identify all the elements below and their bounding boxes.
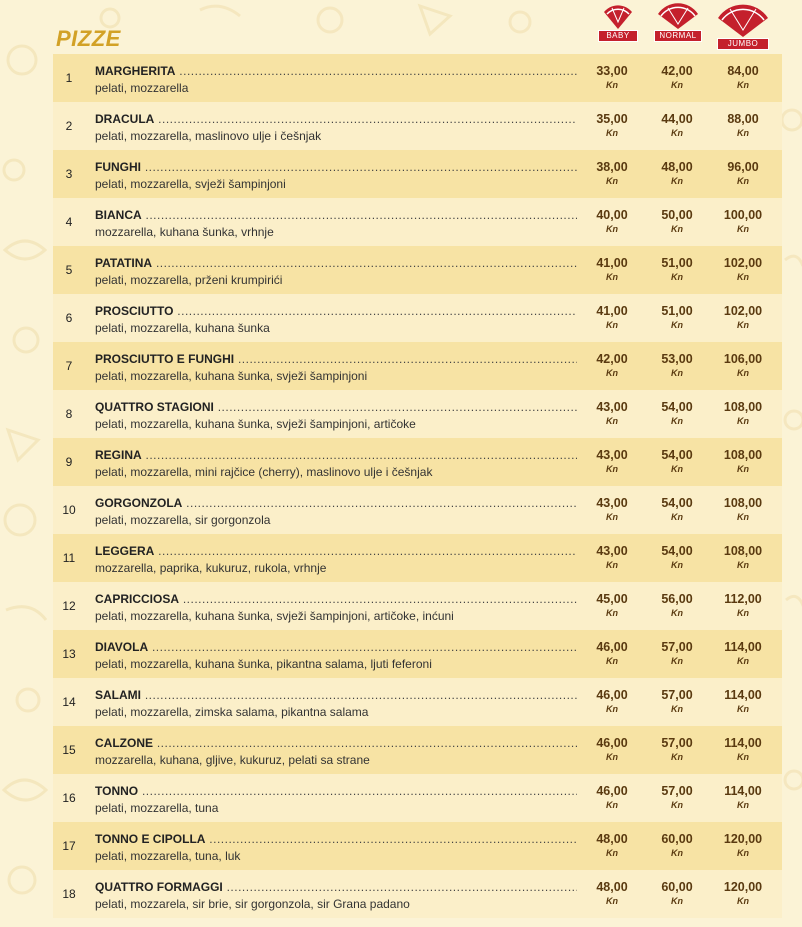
item-number: 7 bbox=[65, 359, 73, 373]
item-name: DRACULA ..... bbox=[95, 112, 577, 126]
menu-row bbox=[53, 822, 782, 870]
item-name: MARGHERITA ..... bbox=[95, 64, 577, 78]
menu-row bbox=[53, 774, 782, 822]
currency-normal: Kn bbox=[671, 416, 683, 426]
price-normal: 48,00 bbox=[661, 160, 693, 174]
currency-normal: Kn bbox=[671, 368, 683, 378]
price-normal: 54,00 bbox=[661, 544, 693, 558]
menu-row bbox=[53, 582, 782, 630]
currency-normal: Kn bbox=[671, 128, 683, 138]
item-ingredients: pelati, mozzarella, mini rajčice (cherry), maslinovo ulje i češnjak bbox=[95, 465, 433, 479]
size-header-jumbo bbox=[713, 2, 773, 52]
item-name: GORGONZOLA ..... bbox=[95, 496, 577, 510]
price-normal: 57,00 bbox=[661, 784, 693, 798]
menu-row bbox=[53, 870, 782, 918]
menu-row bbox=[53, 438, 782, 486]
currency-normal: Kn bbox=[671, 752, 683, 762]
price-baby: 43,00 bbox=[596, 496, 628, 510]
item-ingredients: pelati, mozzarella, kuhana šunka, svježi šampinjoni, artičoke, inćuni bbox=[95, 609, 454, 623]
currency-normal: Kn bbox=[671, 896, 683, 906]
price-normal: 44,00 bbox=[661, 112, 693, 126]
item-ingredients: pelati, mozzarela, sir brie, sir gorgonzola, sir Grana padano bbox=[95, 897, 410, 911]
currency-jumbo: Kn bbox=[737, 272, 749, 282]
item-ingredients: pelati, mozzarella, svježi šampinjoni bbox=[95, 177, 286, 191]
item-ingredients: pelati, mozzarella, kuhana šunka, svježi šampinjoni, artičoke bbox=[95, 417, 416, 431]
price-baby: 48,00 bbox=[596, 880, 628, 894]
price-jumbo: 120,00 bbox=[723, 880, 763, 894]
currency-jumbo: Kn bbox=[737, 896, 749, 906]
price-baby: 46,00 bbox=[596, 736, 628, 750]
currency-jumbo: Kn bbox=[737, 656, 749, 666]
size-header-normal bbox=[648, 2, 708, 52]
price-baby: 42,00 bbox=[596, 352, 628, 366]
price-jumbo: 96,00 bbox=[727, 160, 759, 174]
currency-jumbo: Kn bbox=[737, 224, 749, 234]
price-jumbo: 102,00 bbox=[723, 304, 763, 318]
menu-row bbox=[53, 726, 782, 774]
item-ingredients: pelati, mozzarella, kuhana šunka, svježi šampinjoni bbox=[95, 369, 368, 383]
currency-jumbo: Kn bbox=[737, 176, 749, 186]
currency-jumbo: Kn bbox=[737, 320, 749, 330]
currency-jumbo: Kn bbox=[737, 800, 749, 810]
menu-row bbox=[53, 342, 782, 390]
item-ingredients: mozzarella, kuhana šunka, vrhnje bbox=[95, 225, 274, 239]
price-jumbo: 114,00 bbox=[724, 640, 762, 654]
price-normal: 57,00 bbox=[661, 640, 693, 654]
pizza-slice-icon bbox=[656, 2, 700, 30]
price-normal: 51,00 bbox=[661, 256, 693, 270]
item-number: 9 bbox=[65, 455, 73, 469]
item-name: FUNGHI ..... bbox=[95, 160, 577, 174]
item-ingredients: pelati, mozzarella, tuna bbox=[95, 801, 219, 815]
menu-row bbox=[53, 486, 782, 534]
menu-row bbox=[53, 54, 782, 102]
currency-normal: Kn bbox=[671, 848, 683, 858]
price-jumbo: 88,00 bbox=[727, 112, 759, 126]
currency-jumbo: Kn bbox=[737, 416, 749, 426]
price-baby: 43,00 bbox=[596, 400, 628, 414]
currency-baby: Kn bbox=[606, 704, 618, 714]
item-ingredients: mozzarella, kuhana, gljive, kukuruz, pelati sa strane bbox=[95, 753, 370, 767]
currency-baby: Kn bbox=[606, 656, 618, 666]
item-name: PROSCIUTTO ..... bbox=[95, 304, 577, 318]
item-number: 16 bbox=[62, 791, 76, 805]
item-name: CAPRICCIOSA ..... bbox=[95, 592, 577, 606]
item-ingredients: mozzarella, paprika, kukuruz, rukola, vrhnje bbox=[95, 561, 327, 575]
item-ingredients: pelati, mozzarella, kuhana šunka bbox=[95, 321, 270, 335]
price-jumbo: 114,00 bbox=[724, 784, 762, 798]
price-normal: 60,00 bbox=[661, 880, 693, 894]
currency-normal: Kn bbox=[671, 272, 683, 282]
currency-normal: Kn bbox=[671, 224, 683, 234]
price-jumbo: 108,00 bbox=[723, 400, 763, 414]
menu-row bbox=[53, 294, 782, 342]
item-ingredients: pelati, mozzarella, sir gorgonzola bbox=[95, 513, 271, 527]
item-ingredients: pelati, mozzarella, zimska salama, pikantna salama bbox=[95, 705, 369, 719]
price-normal: 54,00 bbox=[661, 448, 693, 462]
price-jumbo: 114,00 bbox=[724, 736, 762, 750]
price-jumbo: 120,00 bbox=[723, 832, 763, 846]
currency-baby: Kn bbox=[606, 176, 618, 186]
currency-baby: Kn bbox=[606, 800, 618, 810]
price-baby: 35,00 bbox=[596, 112, 628, 126]
size-label-baby: BABY bbox=[598, 30, 638, 42]
item-number: 11 bbox=[62, 551, 76, 565]
item-number: 17 bbox=[62, 839, 76, 853]
item-number: 13 bbox=[62, 647, 76, 661]
item-ingredients: pelati, mozzarella, maslinovo ulje i češnjak bbox=[95, 129, 322, 143]
price-jumbo: 108,00 bbox=[723, 544, 763, 558]
item-number: 2 bbox=[65, 119, 73, 133]
item-name: SALAMI ..... bbox=[95, 688, 577, 702]
menu-row bbox=[53, 534, 782, 582]
menu-row bbox=[53, 150, 782, 198]
currency-baby: Kn bbox=[606, 416, 618, 426]
item-number: 15 bbox=[62, 743, 76, 757]
price-normal: 57,00 bbox=[661, 736, 693, 750]
price-baby: 46,00 bbox=[596, 640, 628, 654]
menu-row bbox=[53, 246, 782, 294]
price-normal: 54,00 bbox=[661, 496, 693, 510]
price-jumbo: 108,00 bbox=[723, 496, 763, 510]
price-normal: 50,00 bbox=[661, 208, 693, 222]
price-jumbo: 106,00 bbox=[723, 352, 763, 366]
currency-normal: Kn bbox=[671, 464, 683, 474]
size-label-normal: NORMAL bbox=[654, 30, 702, 42]
price-baby: 45,00 bbox=[596, 592, 628, 606]
item-name: BIANCA ..... bbox=[95, 208, 577, 222]
item-name: QUATTRO FORMAGGI ..... bbox=[95, 880, 577, 894]
price-baby: 33,00 bbox=[596, 64, 628, 78]
price-baby: 41,00 bbox=[596, 304, 628, 318]
currency-normal: Kn bbox=[671, 320, 683, 330]
price-baby: 40,00 bbox=[596, 208, 628, 222]
currency-baby: Kn bbox=[606, 512, 618, 522]
price-normal: 42,00 bbox=[661, 64, 693, 78]
item-number: 1 bbox=[65, 71, 73, 85]
price-baby: 46,00 bbox=[596, 784, 628, 798]
pizza-slice-icon bbox=[601, 2, 635, 30]
currency-baby: Kn bbox=[606, 896, 618, 906]
price-baby: 43,00 bbox=[596, 544, 628, 558]
currency-normal: Kn bbox=[671, 800, 683, 810]
currency-jumbo: Kn bbox=[737, 560, 749, 570]
currency-jumbo: Kn bbox=[737, 848, 749, 858]
currency-jumbo: Kn bbox=[737, 80, 749, 90]
item-number: 18 bbox=[62, 887, 76, 901]
price-baby: 43,00 bbox=[596, 448, 628, 462]
item-ingredients: pelati, mozzarella, prženi krumpirići bbox=[95, 273, 283, 287]
size-header-baby bbox=[588, 2, 648, 52]
item-ingredients: pelati, mozzarella bbox=[95, 81, 189, 95]
currency-normal: Kn bbox=[671, 704, 683, 714]
price-baby: 46,00 bbox=[596, 688, 628, 702]
price-baby: 41,00 bbox=[596, 256, 628, 270]
price-jumbo: 102,00 bbox=[723, 256, 763, 270]
currency-normal: Kn bbox=[671, 560, 683, 570]
currency-jumbo: Kn bbox=[737, 752, 749, 762]
menu-row bbox=[53, 102, 782, 150]
currency-baby: Kn bbox=[606, 752, 618, 762]
item-number: 6 bbox=[65, 311, 73, 325]
item-name: LEGGERA ..... bbox=[95, 544, 577, 558]
item-number: 14 bbox=[62, 695, 76, 709]
menu-row bbox=[53, 198, 782, 246]
section-title: PIZZE bbox=[56, 26, 121, 51]
currency-jumbo: Kn bbox=[737, 464, 749, 474]
size-label-jumbo: JUMBO bbox=[717, 38, 769, 50]
item-number: 10 bbox=[62, 503, 76, 517]
price-normal: 56,00 bbox=[661, 592, 693, 606]
currency-jumbo: Kn bbox=[737, 368, 749, 378]
price-normal: 53,00 bbox=[661, 352, 693, 366]
price-jumbo: 84,00 bbox=[727, 64, 759, 78]
item-number: 8 bbox=[65, 407, 73, 421]
item-name: REGINA ..... bbox=[95, 448, 577, 462]
currency-baby: Kn bbox=[606, 320, 618, 330]
item-ingredients: pelati, mozzarella, tuna, luk bbox=[95, 849, 241, 863]
menu-row bbox=[53, 678, 782, 726]
item-number: 12 bbox=[62, 599, 76, 613]
item-name: TONNO E CIPOLLA ..... bbox=[95, 832, 577, 846]
currency-normal: Kn bbox=[671, 512, 683, 522]
item-name: PATATINA ..... bbox=[95, 256, 577, 270]
currency-baby: Kn bbox=[606, 848, 618, 858]
item-name: DIAVOLA ..... bbox=[95, 640, 577, 654]
currency-normal: Kn bbox=[671, 656, 683, 666]
currency-baby: Kn bbox=[606, 560, 618, 570]
currency-jumbo: Kn bbox=[737, 704, 749, 714]
menu-row bbox=[53, 390, 782, 438]
item-name: TONNO ..... bbox=[95, 784, 577, 798]
price-normal: 57,00 bbox=[661, 688, 693, 702]
price-normal: 54,00 bbox=[661, 400, 693, 414]
pizza-slice-icon bbox=[716, 2, 770, 38]
item-number: 4 bbox=[65, 215, 73, 229]
item-name: PROSCIUTTO E FUNGHI ..... bbox=[95, 352, 577, 366]
price-jumbo: 108,00 bbox=[723, 448, 763, 462]
menu-row bbox=[53, 630, 782, 678]
price-normal: 60,00 bbox=[661, 832, 693, 846]
price-normal: 51,00 bbox=[661, 304, 693, 318]
price-baby: 48,00 bbox=[596, 832, 628, 846]
currency-baby: Kn bbox=[606, 608, 618, 618]
currency-normal: Kn bbox=[671, 80, 683, 90]
item-name: CALZONE ..... bbox=[95, 736, 577, 750]
currency-baby: Kn bbox=[606, 80, 618, 90]
currency-normal: Kn bbox=[671, 608, 683, 618]
currency-jumbo: Kn bbox=[737, 128, 749, 138]
price-jumbo: 112,00 bbox=[724, 592, 762, 606]
pizza-menu-list bbox=[53, 54, 782, 918]
item-number: 3 bbox=[65, 167, 73, 181]
currency-jumbo: Kn bbox=[737, 512, 749, 522]
price-baby: 38,00 bbox=[596, 160, 628, 174]
item-ingredients: pelati, mozzarella, kuhana šunka, pikantna salama, ljuti feferoni bbox=[95, 657, 432, 671]
item-name: QUATTRO STAGIONI ..... bbox=[95, 400, 577, 414]
currency-jumbo: Kn bbox=[737, 608, 749, 618]
currency-baby: Kn bbox=[606, 272, 618, 282]
currency-normal: Kn bbox=[671, 176, 683, 186]
currency-baby: Kn bbox=[606, 224, 618, 234]
price-jumbo: 100,00 bbox=[723, 208, 763, 222]
currency-baby: Kn bbox=[606, 464, 618, 474]
currency-baby: Kn bbox=[606, 128, 618, 138]
item-number: 5 bbox=[65, 263, 73, 277]
currency-baby: Kn bbox=[606, 368, 618, 378]
price-jumbo: 114,00 bbox=[724, 688, 762, 702]
